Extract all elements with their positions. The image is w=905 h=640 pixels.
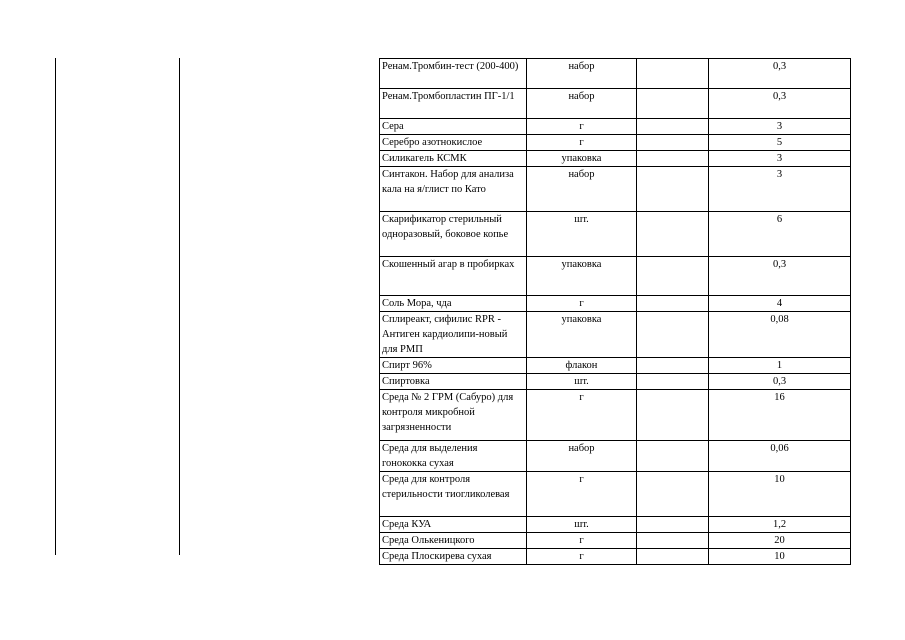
item-name-cell: Среда Олькеницкого — [380, 533, 527, 549]
table-row — [380, 212, 851, 257]
quantity-cell: 5 — [709, 135, 851, 151]
quantity-cell: 0,06 — [709, 441, 851, 472]
item-name-cell: Сера — [380, 119, 527, 135]
table-row — [380, 549, 851, 565]
item-name-cell: Спирт 96% — [380, 358, 527, 374]
empty-cell — [637, 212, 709, 257]
unit-cell: набор — [527, 89, 637, 119]
item-name-cell: Среда Плоскирева сухая — [380, 549, 527, 565]
table-row — [380, 441, 851, 472]
quantity-cell: 0,08 — [709, 312, 851, 358]
unit-cell: г — [527, 119, 637, 135]
item-name-cell: Силикагель КСМК — [380, 151, 527, 167]
empty-cell — [637, 533, 709, 549]
item-name-cell: Ренам.Тромбин-тест (200-400) — [380, 59, 527, 89]
quantity-cell: 16 — [709, 390, 851, 441]
quantity-cell: 10 — [709, 549, 851, 565]
unit-cell: г — [527, 296, 637, 312]
reagents-table-body — [380, 59, 851, 565]
unit-cell: г — [527, 533, 637, 549]
empty-cell — [637, 517, 709, 533]
empty-cell — [637, 296, 709, 312]
table-row — [380, 167, 851, 212]
table-row — [380, 296, 851, 312]
table-row — [380, 135, 851, 151]
table-row — [380, 151, 851, 167]
item-name-cell: Синтакон. Набор для анализа кала на я/глист по Като — [380, 167, 527, 212]
table-row — [380, 119, 851, 135]
quantity-cell: 10 — [709, 472, 851, 517]
table-row — [380, 59, 851, 89]
table-row — [380, 89, 851, 119]
table-row — [380, 312, 851, 358]
empty-cell — [637, 257, 709, 296]
table-row — [380, 358, 851, 374]
item-name-cell: Среда КУА — [380, 517, 527, 533]
quantity-cell: 4 — [709, 296, 851, 312]
unit-cell: г — [527, 549, 637, 565]
empty-cell — [637, 549, 709, 565]
empty-cell — [637, 358, 709, 374]
empty-cell — [637, 374, 709, 390]
item-name-cell: Соль Мора, чда — [380, 296, 527, 312]
unit-cell: шт. — [527, 374, 637, 390]
unit-cell: упаковка — [527, 312, 637, 358]
empty-cell — [637, 59, 709, 89]
unit-cell: набор — [527, 167, 637, 212]
item-name-cell: Скошенный агар в пробирках — [380, 257, 527, 296]
quantity-cell: 0,3 — [709, 374, 851, 390]
quantity-cell: 1,2 — [709, 517, 851, 533]
quantity-cell: 6 — [709, 212, 851, 257]
quantity-cell: 0,3 — [709, 257, 851, 296]
empty-cell — [637, 312, 709, 358]
quantity-cell: 3 — [709, 151, 851, 167]
unit-cell: г — [527, 472, 637, 517]
table-row — [380, 390, 851, 441]
empty-cell — [637, 472, 709, 517]
quantity-cell: 1 — [709, 358, 851, 374]
quantity-cell: 3 — [709, 119, 851, 135]
unit-cell: шт. — [527, 517, 637, 533]
item-name-cell: Среда для контроля стерильности тиогликолевая — [380, 472, 527, 517]
reagents-table — [379, 58, 851, 565]
table-row — [380, 257, 851, 296]
unit-cell: упаковка — [527, 257, 637, 296]
unit-cell: г — [527, 390, 637, 441]
table-row — [380, 472, 851, 517]
unit-cell: упаковка — [527, 151, 637, 167]
empty-cell — [637, 390, 709, 441]
empty-cell — [637, 89, 709, 119]
item-name-cell: Скарификатор стерильный одноразовый, боковое копье — [380, 212, 527, 257]
item-name-cell: Среда для выделения гонококка сухая — [380, 441, 527, 472]
unit-cell: г — [527, 135, 637, 151]
left-margin-line-1 — [55, 58, 56, 555]
quantity-cell: 3 — [709, 167, 851, 212]
left-margin-line-2 — [179, 58, 180, 555]
empty-cell — [637, 119, 709, 135]
table-row — [380, 374, 851, 390]
quantity-cell: 20 — [709, 533, 851, 549]
empty-cell — [637, 135, 709, 151]
empty-cell — [637, 167, 709, 212]
item-name-cell: Ренам.Тромбопластин ПГ-1/1 — [380, 89, 527, 119]
empty-cell — [637, 151, 709, 167]
unit-cell: флакон — [527, 358, 637, 374]
item-name-cell: Сплиреакт, сифилис RPR - Антиген кардиолипи-новый для РМП — [380, 312, 527, 358]
table-row — [380, 517, 851, 533]
unit-cell: шт. — [527, 212, 637, 257]
unit-cell: набор — [527, 441, 637, 472]
item-name-cell: Спиртовка — [380, 374, 527, 390]
unit-cell: набор — [527, 59, 637, 89]
quantity-cell: 0,3 — [709, 89, 851, 119]
item-name-cell: Серебро азотнокислое — [380, 135, 527, 151]
empty-cell — [637, 441, 709, 472]
table-row — [380, 533, 851, 549]
quantity-cell: 0,3 — [709, 59, 851, 89]
item-name-cell: Среда № 2 ГРМ (Сабуро) для контроля микробной загрязненности — [380, 390, 527, 441]
